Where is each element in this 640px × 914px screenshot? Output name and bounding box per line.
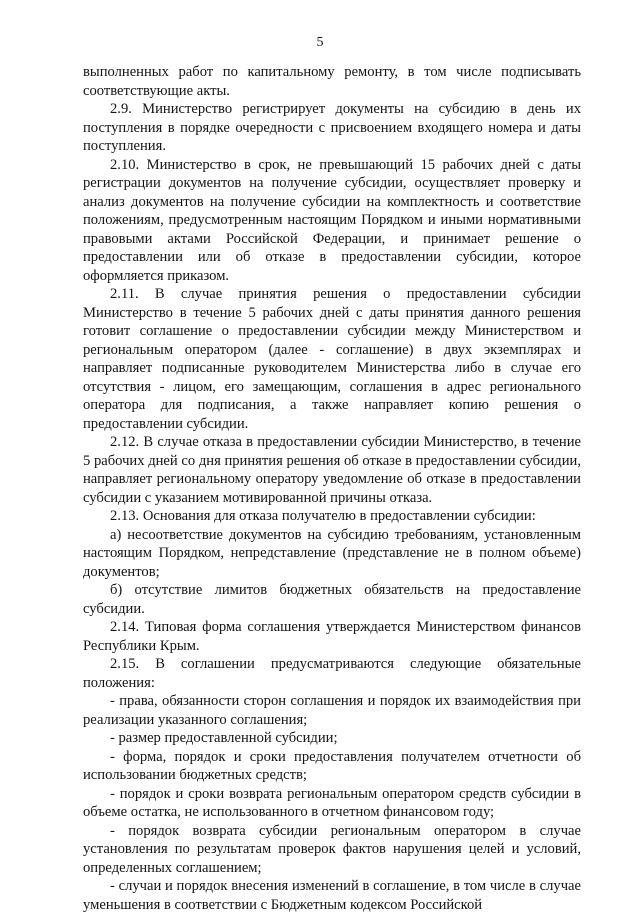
list-item-b: б) отсутствие лимитов бюджетных обязательств на предоставление субсидии.: [83, 582, 581, 617]
list-item-subsidy-size: - размер предоставленной субсидии;: [110, 730, 338, 746]
paragraph-2-10: 2.10. Министерство в срок, не превышающий 15 рабочих дней с даты регистрации документов на получение субсидии, осуществляет проверку и анализ документов на получение субсидии на комплектность и соответствие положениям, предусмотренным настоящим Порядком и иными нормативными правовыми актами Российской Федерации, и принимает решение о предоставлении или об отказе в предоставлении субсидии, которое оформляется приказом.: [83, 156, 581, 284]
paragraph-2-12: 2.12. В случае отказа в предоставлении субсидии Министерство, в течение 5 рабочих дней со дня принятия решения об отказе в предоставлении субсидии, направляет региональному оператору уведомление об отказе в предоставлении субсидии с указанием мотивированной причины отказа.: [83, 434, 581, 506]
document-body: [83, 63, 581, 914]
list-item-return-remainder: - порядок и сроки возврата региональным оператором средств субсидии в объеме остатка, не использованного в отчетном финансовом году;: [83, 785, 581, 820]
list-item-amendments: - случаи и порядок внесения изменений в соглашение, в том числе в случае уменьшения в соответствии с Бюджетным кодексом Российской: [83, 878, 581, 913]
list-item-rights: - права, обязанности сторон соглашения и порядок их взаимодействия при реализации указанного соглашения;: [83, 693, 581, 728]
paragraph-2-14: 2.14. Типовая форма соглашения утверждается Министерством финансов Республики Крым.: [83, 619, 581, 654]
paragraph-2-15: 2.15. В соглашении предусматриваются следующие обязательные положения:: [83, 656, 581, 691]
paragraph-2-9: 2.9. Министерство регистрирует документы на субсидию в день их поступления в порядке очередности с присвоением входящего номера и даты поступления.: [83, 101, 581, 154]
page-number: 5: [316, 35, 324, 50]
paragraph-2-13: 2.13. Основания для отказа получателю в предоставлении субсидии:: [110, 508, 536, 524]
paragraph-2-11: 2.11. В случае принятия решения о предоставлении субсидии Министерство в течение 5 рабочих дней с даты принятия данного решения готовит соглашение о предоставлении субсидии между Министерством и региональным оператором (далее - соглашение) в двух экземплярах и направляет подписанные руководителем Министерства либо в случае его отсутствия - лицом, его замещающим, соглашения в адрес регионального оператора для подписания, а также направляет копию решения о предоставлении субсидии.: [83, 286, 581, 432]
list-item-reporting: - форма, порядок и сроки предоставления получателем отчетности об использовании бюджетных средств;: [83, 748, 581, 783]
paragraph-continuation: выполненных работ по капитальному ремонту, в том числе подписывать соответствующие акты.: [83, 64, 581, 99]
list-item-a: а) несоответствие документов на субсидию требованиям, установленным настоящим Порядком, непредставление (представление не в полном объеме) документов;: [83, 526, 581, 580]
list-item-return-violation: - порядок возврата субсидии региональным оператором в случае установления по результатам проверок фактов нарушения целей и условий, определенных соглашением;: [83, 822, 581, 876]
